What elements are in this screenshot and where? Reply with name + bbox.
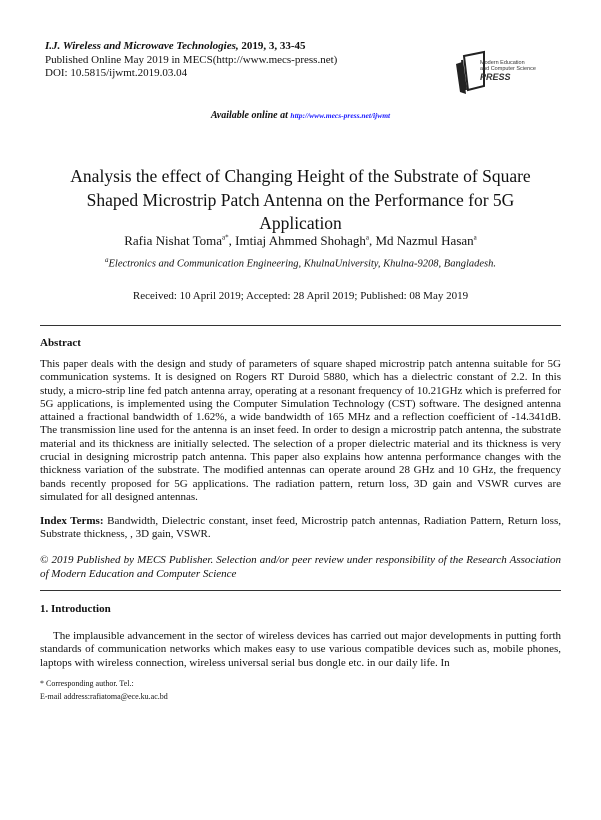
footnote-email: E-mail address:rafiatoma@ece.ku.ac.bd (40, 692, 168, 701)
publisher-logo (450, 50, 560, 96)
journal-header (45, 40, 337, 81)
author-sup: a (365, 233, 369, 242)
received-dates: Received: 10 April 2019; Accepted: 28 April 2019; Published: 08 May 2019 (132, 290, 469, 302)
author-sup: a (473, 233, 477, 242)
doi: DOI: 10.5815/ijwmt.2019.03.04 (45, 67, 188, 79)
paper-title: Analysis the effect of Changing Height of the Substrate of Square Shaped Microstrip Patch Antenna on the Performance for 5G Application (70, 166, 531, 233)
affiliation-sup: a (105, 256, 109, 264)
divider (40, 590, 561, 591)
logo-text: Modern Education (480, 60, 525, 66)
abstract-heading: Abstract (40, 337, 81, 349)
journal-link[interactable]: http://www.mecs-press.net/ijwmt (290, 111, 391, 120)
available-label: Available online at (210, 110, 291, 121)
affiliation-text: Electronics and Communication Engineering, KhulnaUniversity, Khulna-9208, Bangladesh. (108, 258, 496, 270)
author: Imtiaj Ahmmed Shohagh (235, 233, 366, 248)
author: Rafia Nishat Toma (124, 233, 223, 248)
divider (40, 325, 561, 326)
author-sup: a* (222, 233, 229, 242)
published-online: Published Online May 2019 in MECS(http://www.mecs-press.net) (45, 53, 338, 66)
logo-press: PRESS (480, 72, 511, 82)
footnote-line: * Corresponding author. Tel.: (40, 679, 134, 688)
logo-text: and Computer Science (480, 66, 536, 72)
copyright: © 2019 Published by MECS Publisher. Selection and/or peer review under responsibility of the Research Association of Modern Education and Computer Science (40, 554, 561, 580)
index-terms-label: Index Terms: (40, 515, 104, 527)
authors: Rafia Nishat Toma$^{a*}$, Imtiaj Ahmmed Shohagh$^a$, Md Nazmul Hasan$^a$ (124, 233, 477, 248)
index-terms (40, 515, 561, 542)
affiliation (0, 256, 601, 270)
intro-heading: 1. Introduction (40, 603, 111, 615)
footnote (40, 677, 168, 703)
journal-issue: 2019, 3, 33-45 (238, 40, 306, 52)
author: Md Nazmul Hasan (375, 233, 474, 248)
abstract-text: This paper deals with the design and study of parameters of square shaped microstrip patch antenna suitable for 5G communication systems. It is designed on Rogers RT Duroid 5880, which has a dielectric constant of 2.2. In this study, a micro-strip line fed patch antenna array, operating at a resonant frequency of 10.21GHz which is preferred for 5G applications, is implemented using the Computer Simulation Technology (CST) software. The designed antenna attained a fractional bandwidth of 1.62%, a wide bandwidth of 165 MHz and a reflection coefficient of -14.341dB. The transmission line used for the antenna is an inset feed. In order to design a microstrip patch antenna, the substrate material and its thickness are initially selected. The selection of a proper dielectric material and its thickness is very crucial in designing microstrip patch antenna. This paper also explains how antenna performance changes with the thickness variation of the substrate. The modified antennas can operate around 28 GHz and 10 GHz, the frequency bands recently proposed for 5G applications. The radiation pattern, return loss, 3D gain and VSWR curves are simulated for all designed antennas. (40, 358, 561, 503)
intro-text: The implausible advancement in the sector of wireless devices has carried out major developments in putting forth standards of communication networks which makes easy to use various compatible devices such as, mobile phones, laptops with wireless connection, wireless universal serial bus dongle etc. in our daily life. In (40, 630, 561, 669)
available-online (0, 110, 601, 121)
index-terms-text: Bandwidth, Dielectric constant, inset feed, Microstrip patch antennas, Radiation Pattern, Return loss, Substrate thickness, , 3D gain, VSWR. (40, 515, 561, 541)
journal-name: I.J. Wireless and Microwave Technologies, (45, 40, 239, 52)
